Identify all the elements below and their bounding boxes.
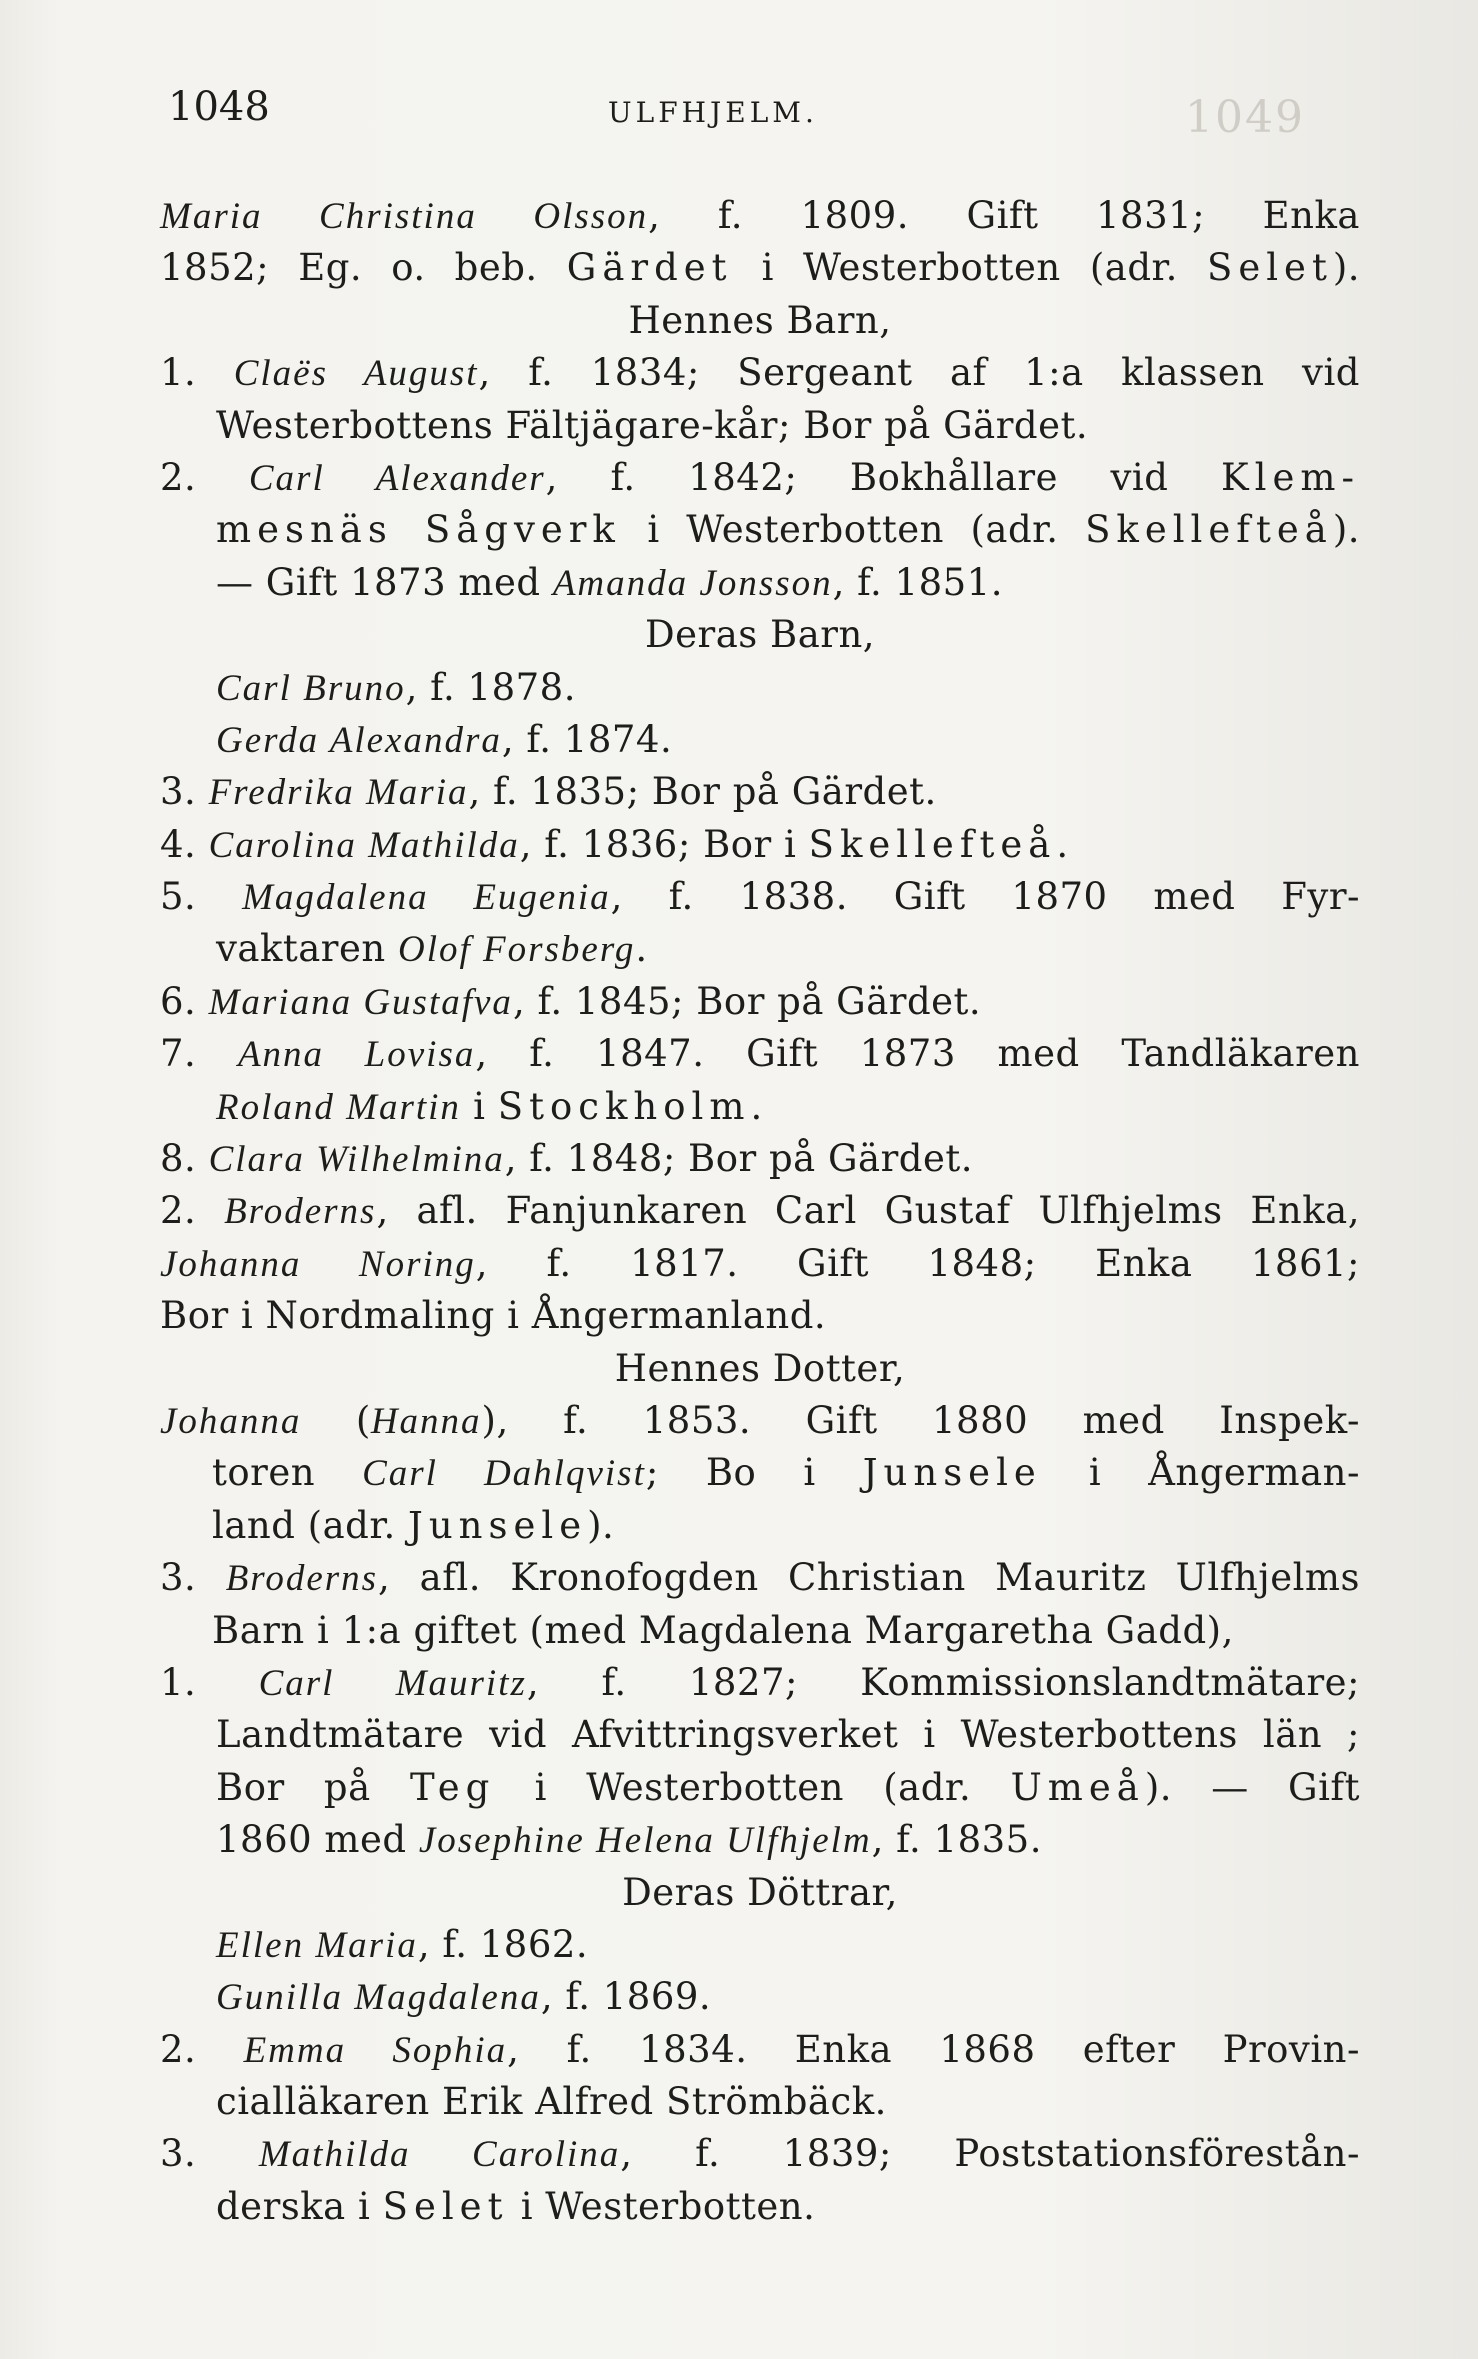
text-run: 1860 med [216, 1818, 419, 1862]
text-run: , f. 1847. Gift 1873 med Tandläkaren [475, 1032, 1360, 1076]
text-line [160, 1081, 1360, 1133]
text-run: , f. 1836; Bor i [519, 822, 809, 866]
text-run: 3. [160, 770, 209, 814]
text-run: , f. 1834; Sergeant af 1:a klassen vid [478, 351, 1360, 395]
text-run: , f. 1878. [405, 665, 576, 709]
text-run: cialläkaren Erik Alfred Strömbäck. [216, 2080, 887, 2124]
text-line [160, 557, 1360, 609]
italic-name: Johanna [160, 1400, 302, 1442]
text-run: , f. 1835. [871, 1818, 1042, 1862]
italic-name: Mathilda Carolina [258, 2134, 621, 2176]
text-run: i Westerbotten (adr. [495, 1765, 1011, 1809]
text-run: i Westerbotten (adr. [620, 508, 1086, 552]
text-run: Barn i 1:a giftet (med Magdalena Margaretha Gadd), [212, 1608, 1234, 1652]
text-run: 1. [160, 351, 234, 395]
spaced-place-name: Selet [382, 2184, 509, 2228]
text-line [160, 452, 1360, 504]
spaced-place-name: Klem- [1221, 455, 1360, 499]
text-run: toren [212, 1451, 363, 1495]
text-run: vaktaren [216, 927, 398, 971]
italic-name: Broderns [225, 1558, 379, 1600]
text-run: 1852; Eg. o. beb. [160, 246, 567, 290]
text-line [160, 1238, 1360, 1290]
text-run: , f. 1862. [417, 1922, 589, 1966]
text-run: Hennes Dotter, [614, 1346, 906, 1390]
text-line [160, 1552, 1360, 1604]
text-run: i Westerbotten (adr. [732, 246, 1207, 290]
italic-name: Clara Wilhelmina [208, 1139, 505, 1181]
genealogy-text [160, 190, 1360, 2233]
italic-name: Olof Forsberg [397, 929, 636, 971]
text-run: , f. 1817. Gift 1848; Enka 1861; [475, 1241, 1361, 1285]
page-header [168, 84, 1358, 144]
text-line [160, 347, 1360, 399]
text-run: 3. [160, 2132, 259, 2176]
italic-name: Ellen Maria [216, 1924, 418, 1966]
italic-name: Amanda Jonsson [552, 562, 833, 604]
text-line [160, 2181, 1360, 2233]
text-run: , afl. Fanjunkaren Carl Gustaf Ulfhjelms Enka, [376, 1189, 1360, 1233]
text-run: land (adr. [212, 1503, 408, 1547]
text-run: 2. [160, 455, 249, 499]
text-run: , f. 1848; Bor på Gärdet. [504, 1137, 973, 1181]
text-run: 5. [160, 875, 243, 919]
text-run: , f. 1842; Bokhållare vid [545, 455, 1222, 499]
text-run: , afl. Kronofogden Christian Mauritz Ulfhjelms [378, 1556, 1360, 1600]
text-line [160, 1605, 1360, 1657]
italic-name: Maria Christina Olsson [160, 196, 649, 237]
italic-name: Carl Mauritz [258, 1662, 527, 1704]
text-line [160, 400, 1360, 452]
text-run: , f. 1839; Poststationsförestån- [620, 2132, 1360, 2176]
text-run: Westerbottens Fältjägare-kår; Bor på Gärdet. [216, 403, 1089, 447]
text-line [160, 1133, 1360, 1185]
text-line [160, 923, 1360, 975]
text-run: Landtmätare vid Afvittringsverket i Westerbottens län ; [216, 1713, 1360, 1757]
text-line [160, 295, 1360, 347]
text-run: , f. 1869. [540, 1975, 712, 2019]
text-run: ), f. 1853. Gift 1880 med Inspek- [481, 1398, 1360, 1442]
text-line [160, 1028, 1360, 1080]
text-line [160, 242, 1360, 294]
text-line [160, 662, 1360, 714]
text-run: 8. [160, 1137, 209, 1181]
spaced-place-name: Teg [409, 1765, 496, 1809]
italic-name: Broderns [224, 1191, 377, 1233]
spaced-place-name: Junsele [408, 1503, 588, 1547]
text-run: Deras Barn, [644, 613, 876, 657]
spaced-place-name: Umeå [1010, 1765, 1145, 1809]
spaced-place-name: Gärdet [566, 246, 733, 290]
text-run: ). [1332, 508, 1361, 552]
text-run: , f. 1827; Kommissionslandtmätare; [526, 1660, 1360, 1704]
text-run: 3. [160, 1556, 226, 1600]
text-run: ). [587, 1503, 615, 1547]
italic-name: Gerda Alexandra [216, 719, 502, 761]
text-run: . [1056, 822, 1069, 866]
spaced-place-name: Skellefteå [808, 822, 1057, 866]
text-line [160, 1709, 1360, 1761]
italic-name: Carl Dahlqvist [362, 1453, 646, 1495]
italic-name: Carl Bruno [216, 667, 406, 709]
text-line [160, 1447, 1360, 1499]
italic-name: Magdalena Eugenia [242, 877, 611, 919]
text-run: , f. 1851. [832, 560, 1003, 604]
text-line [160, 976, 1360, 1028]
text-run: derska i [216, 2184, 383, 2228]
text-run: i Westerbotten. [508, 2184, 816, 2228]
text-line [160, 714, 1360, 766]
text-line [160, 2128, 1360, 2180]
text-run: , f. 1835; Bor på Gärdet. [468, 770, 937, 814]
text-line [160, 2076, 1360, 2128]
italic-name: Hanna [370, 1400, 482, 1442]
spaced-place-name: Selet [1206, 246, 1333, 290]
text-run: ). [1332, 246, 1361, 290]
text-run: ). — Gift [1144, 1765, 1360, 1809]
italic-name: Anna Lovisa [237, 1034, 476, 1076]
text-run: Bor i Nordmaling i Ångermanland. [160, 1294, 827, 1338]
text-line [160, 190, 1360, 242]
text-run: 1. [160, 1660, 259, 1704]
text-run: , f. 1838. Gift 1870 med Fyr- [610, 875, 1361, 919]
italic-name: Fredrika Maria [208, 772, 469, 814]
text-run: 7. [160, 1032, 238, 1076]
text-line [160, 1500, 1360, 1552]
text-run: Hennes Barn, [628, 298, 892, 342]
text-line [160, 1290, 1360, 1342]
text-line [160, 1657, 1360, 1709]
text-line [160, 2024, 1360, 2076]
text-run: 4. [160, 822, 209, 866]
italic-name: Gunilla Magdalena [216, 1977, 541, 2019]
text-line [160, 819, 1360, 871]
text-run: . [635, 927, 648, 971]
text-line [160, 1395, 1360, 1447]
text-run: . [750, 1084, 763, 1128]
text-run: 6. [160, 979, 209, 1023]
running-title: ULFHJELM. [608, 96, 818, 129]
text-run: — Gift 1873 med [216, 560, 553, 604]
text-run: Bor på [216, 1765, 410, 1809]
text-run: i [460, 1084, 498, 1128]
text-line [160, 1971, 1360, 2023]
text-line [160, 504, 1360, 556]
text-line [160, 766, 1360, 818]
text-run: , f. 1874. [501, 717, 673, 761]
italic-name: Emma Sophia [243, 2029, 508, 2071]
italic-name: Claës August [233, 353, 479, 395]
spaced-place-name: Junsele [862, 1451, 1042, 1495]
spaced-place-name: Stockholm [497, 1084, 751, 1128]
text-line [160, 609, 1360, 661]
text-run: Deras Döttrar, [622, 1870, 898, 1914]
spaced-place-name: Skellefteå [1085, 508, 1333, 552]
text-run: ( [301, 1398, 371, 1442]
text-line [160, 1867, 1360, 1919]
text-line [160, 1343, 1360, 1395]
italic-name: Johanna Noring [160, 1243, 476, 1285]
text-run: , f. 1834. Enka 1868 efter Provin- [507, 2027, 1360, 2071]
text-run: 2. [160, 1189, 225, 1233]
text-run: , f. 1845; Bor på Gärdet. [512, 979, 982, 1023]
text-run: , f. 1809. Gift 1831; Enka [648, 194, 1360, 237]
text-line [160, 1185, 1360, 1237]
italic-name: Mariana Gustafva [208, 981, 513, 1023]
italic-name: Josephine Helena Ulfhjelm [418, 1820, 872, 1862]
text-line [160, 1762, 1360, 1814]
bleed-through-page-number: 1049 [1185, 92, 1305, 143]
text-run: 2. [160, 2027, 244, 2071]
text-run: ; Bo i [645, 1451, 863, 1495]
text-line [160, 871, 1360, 923]
text-run: i Ångerman- [1041, 1451, 1360, 1495]
italic-name: Carl Alexander [248, 457, 546, 499]
text-line [160, 1814, 1360, 1866]
text-line [160, 1919, 1360, 1971]
spaced-place-name: mesnäs Sågverk [216, 508, 621, 552]
page-number: 1048 [168, 84, 270, 130]
italic-name: Carolina Mathilda [208, 824, 520, 866]
italic-name: Roland Martin [216, 1086, 461, 1128]
